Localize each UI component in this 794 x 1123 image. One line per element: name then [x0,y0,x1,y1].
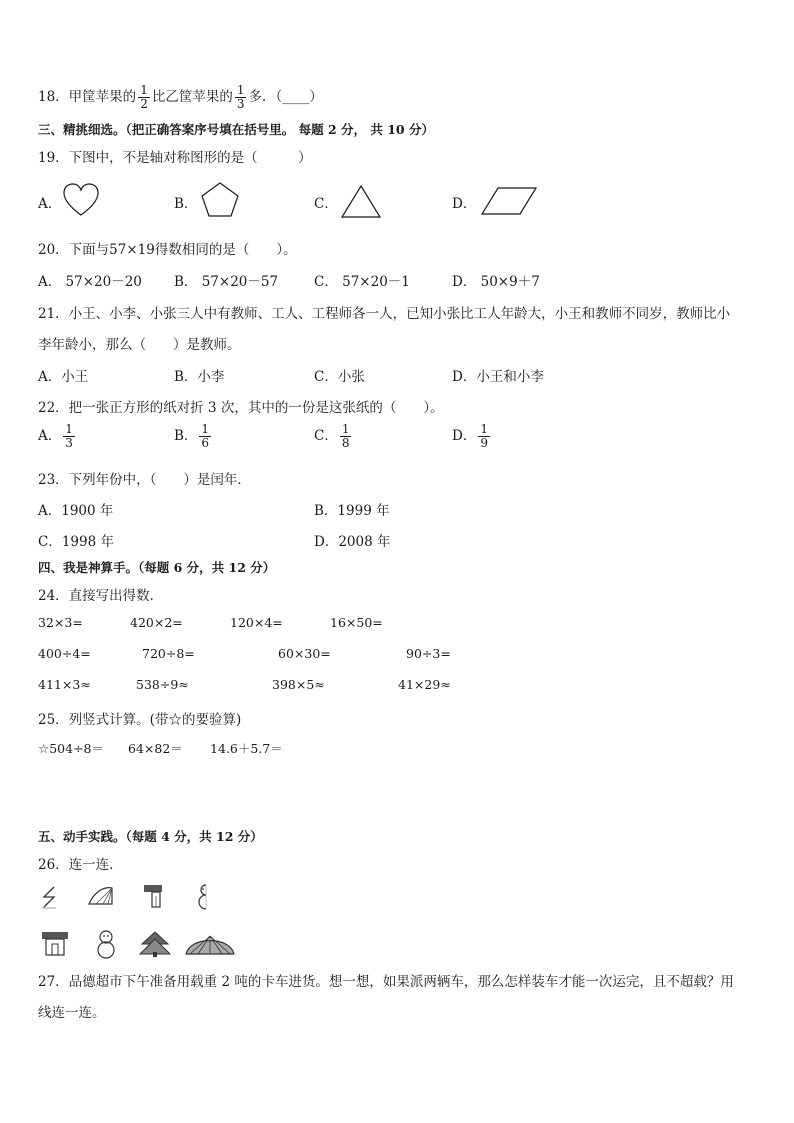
question-25-stem: 25．列竖式计算。(带☆的要验算) [38,712,242,728]
q19-option-a: A． [38,196,62,212]
question-22-stem: 22．把一张正方形的纸对折 3 次，其中的一份是这张纸的（ ）。 [38,400,444,416]
question-21-stem-line2: 李年龄小，那么（ ）是教师。 [38,337,241,353]
parallelogram-icon [480,186,538,216]
calc-item: 32×3= [38,615,83,630]
q21-option-c: C．小张 [314,369,365,385]
q18-text-mid: 比乙筐苹果的 [151,89,233,105]
q19-option-c: C． [314,196,338,212]
calc-item: 400÷4= [38,646,91,661]
q22-option-c: C． $\frac{1}{8}$ [314,422,350,450]
half-house-icon [140,882,166,910]
calc-item: 411×3≈ [38,677,91,692]
q23-option-a: A．1900 年 [38,503,114,519]
calc-item: 16×50= [330,615,383,630]
question-21-stem-line1: 21．小王、小李、小张三人中有教师、工人、工程师各一人，已知小张比工人年龄大，小王和教师不同岁，教师比小 [38,306,731,322]
q20-option-c: C． 57×20－1 [314,274,410,290]
question-24-stem: 24．直接写出得数． [38,588,164,604]
fraction-one-half: $\frac{1}{2}$ [140,83,148,111]
q21-option-a: A．小王 [38,369,89,385]
calc-item: 60×30= [278,646,331,661]
q20-option-b: B． 57×20－57 [174,274,279,290]
umbrella-icon [184,930,236,958]
question-27-stem-line1: 27．品德超市下午准备用载重 2 吨的卡车进货。想一想，如果派两辆车，那么怎样装车才能一次运完，且不超载？用 [38,974,734,990]
vertical-calc-3: 14.6＋5.7＝ [210,741,283,756]
calc-item: 41×29≈ [398,677,451,692]
q20-option-d: D． 50×9＋7 [452,274,540,290]
fraction-one-third: $\frac{1}{3}$ [65,422,73,450]
calc-item: 90÷3= [406,646,451,661]
calc-item: 720÷8= [142,646,195,661]
q23-option-c: C．1998 年 [38,534,114,550]
half-lightning-icon [40,884,60,910]
snowman-icon [94,928,118,960]
fraction-one-eighth: $\frac{1}{8}$ [341,422,350,450]
section-4-heading: 四、我是神算手。（每题 6 分，共 12 分） [38,560,276,575]
calc-item: 398×5≈ [272,677,325,692]
q19-option-d: D． [452,196,477,212]
heart-icon [62,182,100,218]
tree-icon [138,930,172,958]
q22-option-d: D． $\frac{1}{9}$ [452,422,488,450]
q21-option-b: B．小李 [174,369,225,385]
question-26-stem: 26．连一连． [38,857,123,873]
triangle-icon [340,184,382,220]
calc-item: 420×2= [130,615,183,630]
q19-option-b: B． [174,196,198,212]
q22-option-b: B． $\frac{1}{6}$ [174,422,210,450]
fraction-one-sixth: $\frac{1}{6}$ [201,422,210,450]
q22-option-a: A． $\frac{1}{3}$ [38,422,73,450]
half-umbrella-icon [86,882,114,908]
half-snowman-icon [192,882,212,912]
question-27-stem-line2: 线连一连。 [38,1005,106,1021]
fraction-one-ninth: $\frac{1}{9}$ [480,422,488,450]
q21-option-d: D．小王和小李 [452,369,544,385]
section-5-heading: 五、动手实践。（每题 4 分，共 12 分） [38,829,263,844]
section-3-heading: 三、精挑细选。（把正确答案序号填在括号里。 每题 2 分， 共 10 分） [38,122,434,137]
house-icon [40,930,70,958]
question-18 [38,84,323,111]
vertical-calc-1: ☆504÷8＝ [38,741,104,756]
calc-item: 120×4= [230,615,283,630]
pentagon-icon [200,181,240,219]
q23-option-b: B．1999 年 [314,503,390,519]
q20-option-a: A． 57×20－20 [38,274,142,290]
question-20-stem: 20．下面与57×19得数相同的是（ ）。 [38,242,297,258]
calc-item: 538÷9≈ [136,677,189,692]
q23-option-d: D．2008 年 [314,534,391,550]
question-19-stem: 19．下图中，不是轴对称图形的是（ ） [38,150,312,166]
q18-text-end: 多．（____） [248,89,323,105]
q18-text-start: 18．甲筐苹果的 [38,89,137,105]
vertical-calc-2: 64×82＝ [128,741,183,756]
question-23-stem: 23．下列年份中，（ ）是闰年． [38,472,251,488]
fraction-one-third: $\frac{1}{3}$ [236,83,245,111]
